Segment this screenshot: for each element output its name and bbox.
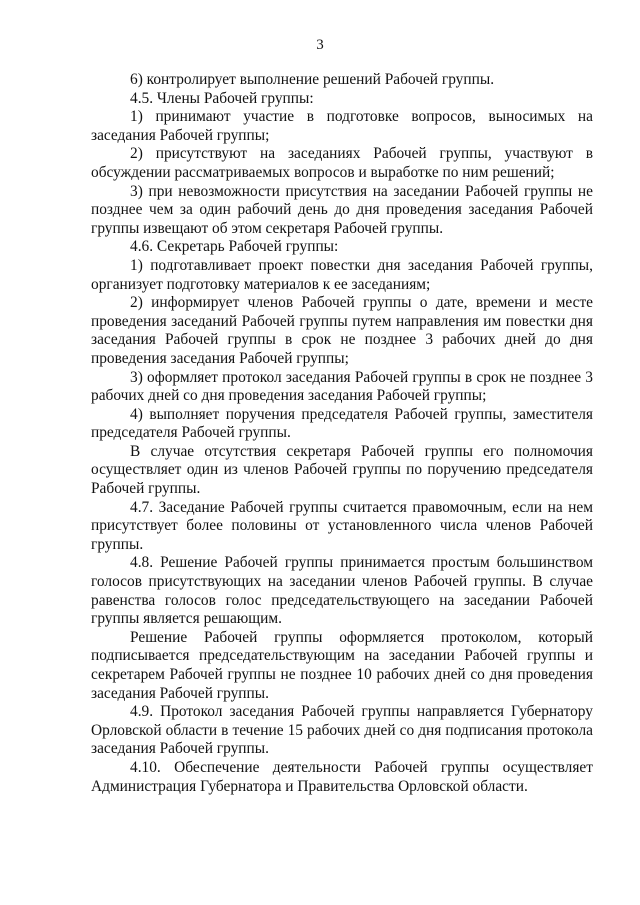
page-number: 3 bbox=[316, 37, 324, 53]
paragraph-4-9: 4.9. Протокол заседания Рабочей группы направляется Губернатору Орловской области в течение 15 рабочих дней со дня подписания протокола заседания Рабочей группы. bbox=[91, 703, 593, 758]
document-body bbox=[91, 71, 593, 796]
paragraph-4-5-item-1: 1) принимают участие в подготовке вопросов, выносимых на заседания Рабочей группы; bbox=[91, 108, 593, 144]
paragraph-4-5-item-2: 2) присутствуют на заседаниях Рабочей группы, участвуют в обсуждении рассматриваемых вопросов и выработке по ним решений; bbox=[91, 145, 593, 181]
paragraph-4-6-item-2: 2) информирует членов Рабочей группы о дате, времени и месте проведения заседаний Рабочей группы путем направления им повестки дня заседания Рабочей группы в срок не позднее 3 рабочих дней до дня проведения заседания Рабочей группы; bbox=[91, 294, 593, 367]
paragraph-secretary-absence: В случае отсутствия секретаря Рабочей группы его полномочия осуществляет один из членов Рабочей группы по поручению председателя Рабочей группы. bbox=[91, 442, 593, 498]
paragraph-4-6-item-1: 1) подготавливает проект повестки дня заседания Рабочей группы, организует подготовку материалов к ее заседаниям; bbox=[91, 256, 593, 293]
paragraph-4-6-item-3: 3) оформляет протокол заседания Рабочей группы в срок не позднее 3 рабочих дней со дня проведения заседания Рабочей группы; bbox=[91, 368, 593, 405]
paragraph-4-6-heading: 4.6. Секретарь Рабочей группы: bbox=[130, 238, 339, 256]
paragraph-4-5-heading: 4.5. Члены Рабочей группы: bbox=[130, 89, 314, 107]
paragraph-4-10: 4.10. Обеспечение деятельности Рабочей группы осуществляет Администрация Губернатора и Правительства Орловской области. bbox=[91, 758, 593, 795]
paragraph-4-7: 4.7. Заседание Рабочей группы считается правомочным, если на нем присутствует более половины от установленного числа членов Рабочей группы. bbox=[91, 498, 593, 553]
paragraph-4-8: 4.8. Решение Рабочей группы принимается простым большинством голосов присутствующих на заседании членов Рабочей группы. В случае равенства голосов голос председательствующего на заседании Рабочей группы является решающим. bbox=[91, 554, 593, 628]
paragraph-4-5-item-3: 3) при невозможности присутствия на заседании Рабочей группы не позднее чем за один рабочий день до дня проведения заседания Рабочей группы извещают об этом секретаря Рабочей группы. bbox=[91, 182, 593, 237]
paragraph-decision-protocol: Решение Рабочей группы оформляется протоколом, который подписывается председательствующим на заседании Рабочей группы и секретарем Рабочей группы не позднее 10 рабочих дней со дня проведения заседания Рабочей группы. bbox=[91, 628, 593, 702]
paragraph-4-6-item-4: 4) выполняет поручения председателя Рабочей группы, заместителя председателя Рабочей группы. bbox=[91, 405, 593, 442]
paragraph-6-controls-execution: 6) контролирует выполнение решений Рабочей группы. bbox=[130, 71, 495, 88]
